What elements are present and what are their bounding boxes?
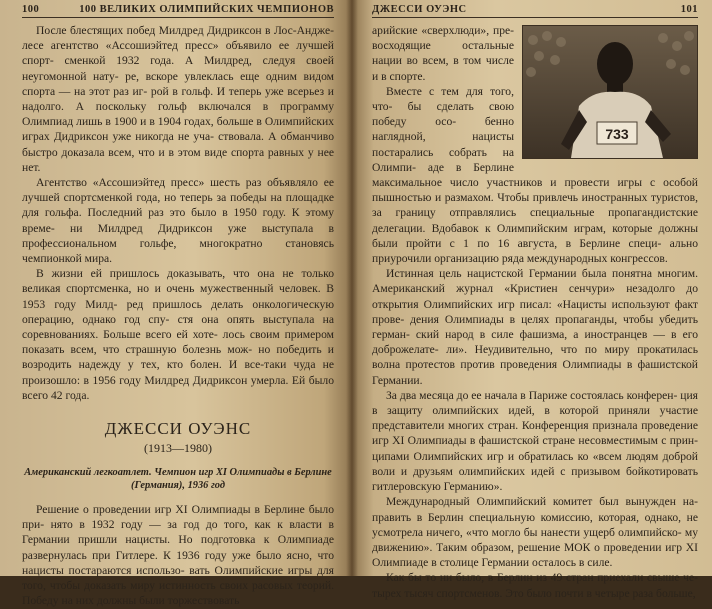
section-paragraph-1: Решение о проведении игр XI Олимпиады в Берлине было при- нято в 1932 году — за год до того, как к власти в Германии пришли нацисты. Но подготовка к Олимпиаде развернулась при Гитлере. К 1936 году уже было ясно, что нацисты постараются использо- вать Олимпийские игры для того, чтобы доказать миру истинность своих расовых теорий. Победу на них должны были торжествовать: [22, 503, 334, 608]
right-page-number: 101: [680, 4, 698, 15]
left-running-title: 100 ВЕЛИКИХ ОЛИМПИЙСКИХ ЧЕМПИОНОВ: [79, 4, 334, 15]
left-page: [0, 0, 352, 608]
section-title: ДЖЕССИ ОУЭНС: [104, 419, 252, 439]
section-caption: Американский легкоатлет. Чемпион игр XI Олимпиады в Берлине (Германия), 1936 год: [24, 467, 332, 492]
athlete-photo-image: [523, 26, 697, 158]
right-paragraph-2: Вместе с тем для того, что- бы сделать свою победу осо- бенно наглядной, нацисты постарались собрать на Олимпи- аде в Берлине максимальное число участников и провести игры с особой пышностью и размахом. Чтобы привлечь иностранных туристов, за границу отправлялись специальные пропагандистские делегации. Вдобавок к Олимпийским играм, которые должны были пройти с 1 по 16 августа, в Берлине специ- ально приурочили организацию ряда международных конгрессов.: [372, 84, 698, 266]
right-paragraph-3: Истинная цель нацистской Германии была понятна многим. Американский журнал «Кристиен сенчури» незадолго до открытия Олимпийских игр писал: «Нацисты используют факт прове- дения Олимпиады в целях пропаганды, чтобы убедить герман- ский народ в силе фашизма, а иностранцев — в его доброжелате- ли». Неудивительно, что по миру прокатилась волна протестов против проведения Олимпиады в фашистской Германии.: [372, 267, 698, 387]
svg-text:733: 733: [605, 126, 629, 142]
left-paragraph-1: После блестящих побед Милдред Дидриксон в Лос-Андже- лесе агентство «Ассошиэйтед пресс» объявило ее лучшей спорт- сменкой 1932 года. А Милдред, следуя своей неугомонной нату- ре, вскоре увлеклась еще одним видом спорта — на этот раз иг- рой в гольф. И теперь уже всерьез и надолго. А поскольку гольф включался в программу Олимпиад лишь в 1900 и в 1904 годах, больше в Олимпийских играх Дидриксон уже никогда не уча- ствовала. А обманчиво быстро доказала всем, что и в этом виде спорта равных у нее нет.: [22, 24, 334, 174]
left-paragraph-2: Агентство «Ассошиэйтед пресс» шесть раз объявляло ее лучшей спортсменкой года, но теперь за победы на площадке для гольфа. Последний раз это было в 1950 году. К этому време- ни Милдред Дидриксон уже выступала в профессиональном гольфе, многократно становясь чемпионкой мира.: [22, 176, 334, 266]
athlete-photo: [522, 25, 698, 159]
left-page-number: 100: [22, 4, 40, 15]
right-page: [352, 0, 712, 600]
right-page-body: [372, 23, 698, 601]
right-paragraph-1: арийские «сверхлюди», пре- восходящие остальные нации во всем, в том числе и в спорте.: [372, 24, 514, 83]
section-years: (1913—1980): [144, 441, 212, 456]
right-running-title: ДЖЕССИ ОУЭНС: [372, 4, 467, 15]
right-paragraph-6: Как бы то ни было, в Берлин из 49 стран приехали свыше че- тырех тысяч спортсменов. Это было почти в четыре раза больше,: [372, 571, 698, 600]
left-page-header: [22, 4, 334, 18]
right-page-header: [372, 4, 698, 18]
left-paragraph-3: В жизни ей пришлось доказывать, что она не только великая спортсменка, но и очень мужественный человек. В 1953 году Милд- ред пришлось делать онкологическую операцию, однако год спу- стя она опять выступала на соревнованиях. Больше всего ей хоте- лось своим примером показать всем, что страшную болезнь мож- но победить и возродить надежду у тех, кто болен. И все-таки чуда не произошло: в 1956 году Милдред Дидриксон умерла. Ей было всего 42 года.: [22, 267, 334, 402]
right-paragraph-5: Международный Олимпийский комитет был вынужден на- править в Берлин специальную комиссию, которая, однако, не усмотрела ничего, «что могло бы нанести ущерб олимпийско- му движению». Таким образом, решение МОК о проведении игр XI Олимпиаде в столице Германии осталось в силе.: [372, 495, 698, 570]
book-gutter: [346, 0, 358, 576]
right-paragraph-4: За два месяца до ее начала в Париже состоялась конферен- ция в защиту олимпийских идей, в которой приняли участие представители многих стран. Конференция признала проведение игр XI Олимпиады в фашистской стране несовместимым с прин- ципами Олимпийских игр и обратилась ко «всем людям доброй воли и друзьям олимпийских идей с призывом бойкотировать гитлеровскую Германию».: [372, 388, 698, 494]
